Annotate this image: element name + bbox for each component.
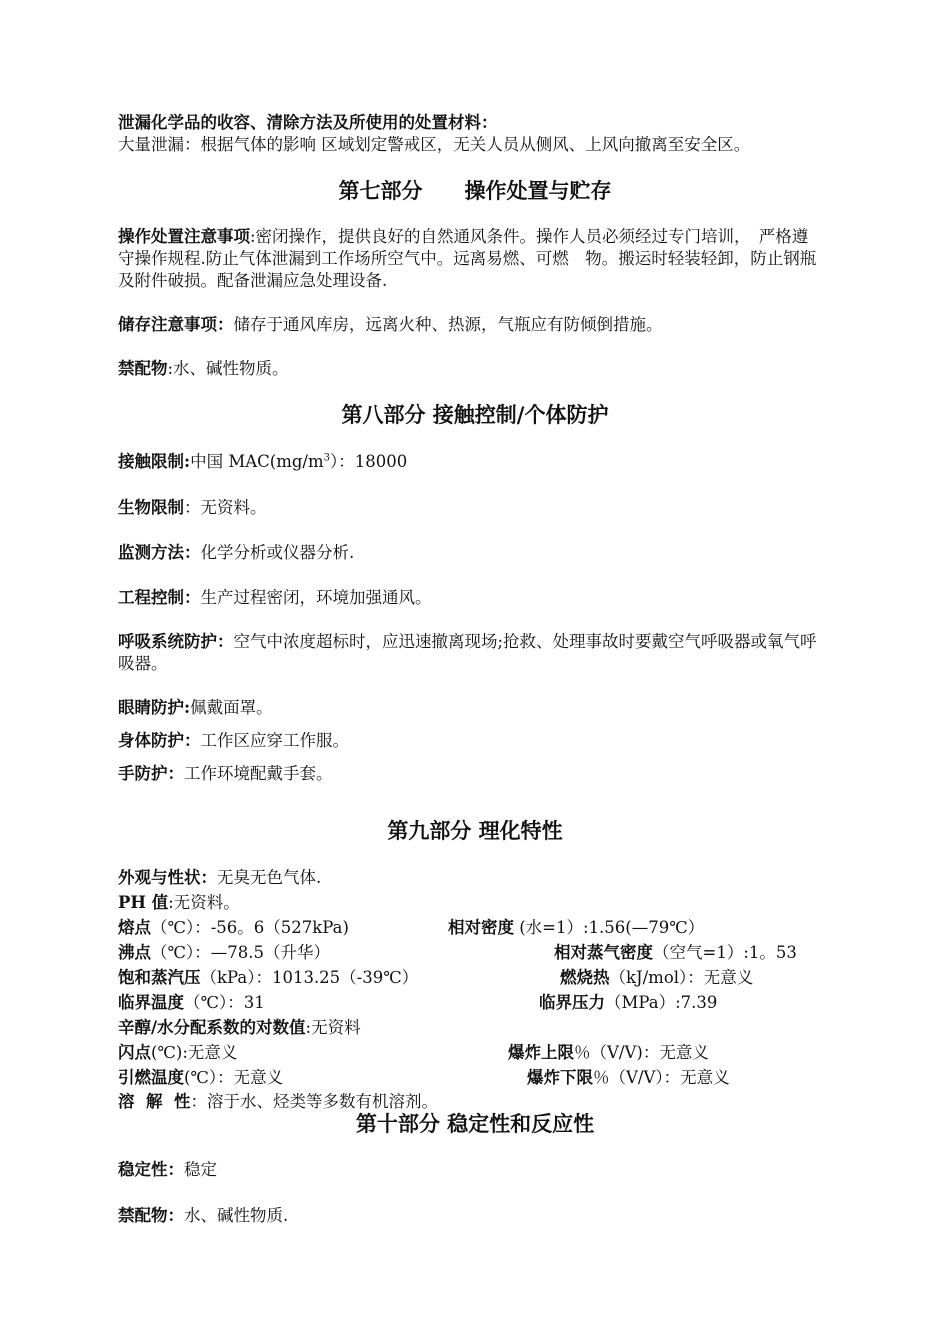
incompat-text-10: 水、碱性物质.: [184, 1206, 289, 1225]
solubility-row: [118, 1091, 820, 1113]
section-10-title: 第十部分 稳定性和反应性: [355, 1111, 595, 1136]
cp-text: （MPa）:7.39: [605, 993, 718, 1012]
resp-text: 空气中浓度超标时，应迅速撤离现场;抢救、处理事故时要戴空气呼吸器或氧气呼吸器。: [118, 632, 817, 673]
critical-temp: [118, 993, 265, 1012]
logp-text: :无资料: [305, 1018, 361, 1037]
storage-paragraph: [118, 314, 820, 336]
ph-label: PH 值: [118, 893, 169, 912]
monitor-text: 化学分析或仪器分析.: [200, 543, 355, 562]
limit-superscript: 3: [323, 452, 330, 464]
ignition-temp: [118, 1068, 283, 1087]
rd-text: (水=1）:1.56(—79℃）: [514, 918, 705, 937]
melting-point: [118, 918, 349, 937]
limit-label: 接触限制:: [118, 452, 191, 471]
lel-text: ％（V/V）：无意义: [593, 1068, 730, 1087]
monitor-label: 监测方法：: [118, 543, 201, 562]
eng-label: 工程控制：: [118, 588, 201, 607]
ct-label: 临界温度: [118, 993, 184, 1012]
eye-label: 眼睛防护:: [118, 698, 191, 717]
mp-label: 熔点: [118, 918, 151, 937]
critical-pressure: [539, 992, 717, 1014]
rd-label: 相对密度: [448, 918, 514, 937]
vd-text: （空气=1）:1。53: [653, 943, 797, 962]
boiling-point: [118, 943, 330, 962]
mp-text: （℃）：-56。6（527kPa): [151, 918, 349, 937]
bio-limit: [118, 497, 820, 519]
leak-heading: 泄漏化学品的收容、清除方法及所使用的处置材料：: [118, 113, 498, 132]
section-7-title: 第七部分 操作处置与贮存: [338, 178, 612, 203]
eng-text: 生产过程密闭，环境加强通风。: [200, 588, 432, 607]
ph-text: :无资料。: [168, 893, 240, 912]
logp-row: [118, 1017, 820, 1039]
exposure-limit: [118, 451, 820, 473]
body-protection: [118, 730, 820, 752]
leak-paragraph: [118, 112, 820, 156]
eye-text: 佩戴面罩。: [190, 698, 273, 717]
flash-label: 闪点: [118, 1043, 151, 1062]
ph-row: [118, 892, 820, 914]
ct-text: （℃）：31: [184, 993, 265, 1012]
flash-text: (℃):无意义: [151, 1043, 238, 1062]
vapor-density: [554, 942, 797, 964]
section-8-title: 第八部分 接触控制/个体防护: [341, 402, 609, 427]
ign-label: 引燃温度: [118, 1068, 184, 1087]
limit-text-a: 中国 MAC(mg/m: [190, 452, 324, 471]
incompat-text: :水、碱性物质。: [167, 359, 289, 378]
eye-protection: [118, 697, 820, 719]
incompat-label: 禁配物: [118, 359, 168, 378]
limit-text-b: ）：18000: [330, 452, 408, 471]
uel-text: ％（V/V)：无意义: [574, 1043, 709, 1062]
hand-text: 工作环境配戴手套。: [184, 764, 333, 783]
stab-text: 稳定: [184, 1160, 217, 1179]
stab-label: 稳定性：: [118, 1160, 184, 1179]
vapor-pressure: [118, 968, 418, 987]
bp-text: （℃）：—78.5（升华）: [151, 943, 330, 962]
incompat-row-10: [118, 1205, 820, 1227]
storage-text: 储存于通风库房，远离火种、热源，气瓶应有防倾倒措施。: [233, 315, 663, 334]
section-9-title: 第九部分 理化特性: [387, 818, 563, 843]
engineering-control: [118, 587, 820, 609]
cp-label: 临界压力: [539, 993, 605, 1012]
svp-label: 饱和蒸汽压: [118, 968, 201, 987]
body-text: 工作区应穿工作服。: [200, 731, 349, 750]
incompat-paragraph: [118, 358, 820, 380]
resp-label: 呼吸系统防护：: [118, 632, 234, 651]
bio-text: ：无资料。: [184, 498, 267, 517]
ignition-temp-row: [118, 1067, 820, 1089]
flash-point-row: [118, 1042, 820, 1064]
body-label: 身体防护：: [118, 731, 201, 750]
hand-protection: [118, 763, 820, 785]
heat-text: （kJ/mol）：无意义: [609, 968, 754, 987]
sol-text: ：溶于水、烃类等多数有机溶剂。: [190, 1092, 438, 1111]
critical-temp-row: [118, 992, 820, 1014]
vapor-pressure-row: [118, 967, 820, 989]
respiratory-protection: [118, 631, 820, 675]
bp-label: 沸点: [118, 943, 151, 962]
flash-point: [118, 1043, 237, 1062]
appearance-row: [118, 867, 820, 889]
vd-label: 相对蒸气密度: [554, 943, 653, 962]
appear-text: 无臭无色气体.: [217, 868, 322, 887]
lower-explosive-limit: [527, 1067, 730, 1089]
boiling-point-row: [118, 942, 820, 964]
handling-paragraph: [118, 226, 820, 292]
relative-density: [448, 917, 704, 939]
hand-label: 手防护：: [118, 764, 184, 783]
svp-text: （kPa）：1013.25（-39℃）: [200, 968, 419, 987]
bio-label: 生物限制: [118, 498, 184, 517]
uel-label: 爆炸上限: [508, 1043, 574, 1062]
monitor-method: [118, 542, 820, 564]
heat-of-combustion: [560, 967, 753, 989]
melting-point-row: [118, 917, 820, 939]
storage-label: 储存注意事项：: [118, 315, 234, 334]
handling-text: :密闭操作，提供良好的自然通风条件。操作人员必须经过专门培训， 严格遵守操作规程.防止气体泄漏到工作场所空气中。远离易燃、可燃 物。搬运时轻装轻卸，防止钢瓶及附件破损。配备泄漏应急处理设备.: [118, 227, 817, 290]
lel-label: 爆炸下限: [527, 1068, 593, 1087]
ign-text: (℃）：无意义: [184, 1068, 284, 1087]
logp-label: 辛醇/水分配系数的对数值: [118, 1018, 306, 1037]
stability-row: [118, 1159, 820, 1181]
upper-explosive-limit: [508, 1042, 709, 1064]
appear-label: 外观与性状：: [118, 868, 217, 887]
heat-label: 燃烧热: [560, 968, 610, 987]
incompat-label-10: 禁配物：: [118, 1206, 184, 1225]
handling-label: 操作处置注意事项: [118, 227, 250, 246]
sol-label: 溶 解 性: [118, 1092, 191, 1111]
leak-text: 大量泄漏：根据气体的影响 区域划定警戒区，无关人员从侧风、上风向撤离至安全区。: [118, 135, 751, 154]
